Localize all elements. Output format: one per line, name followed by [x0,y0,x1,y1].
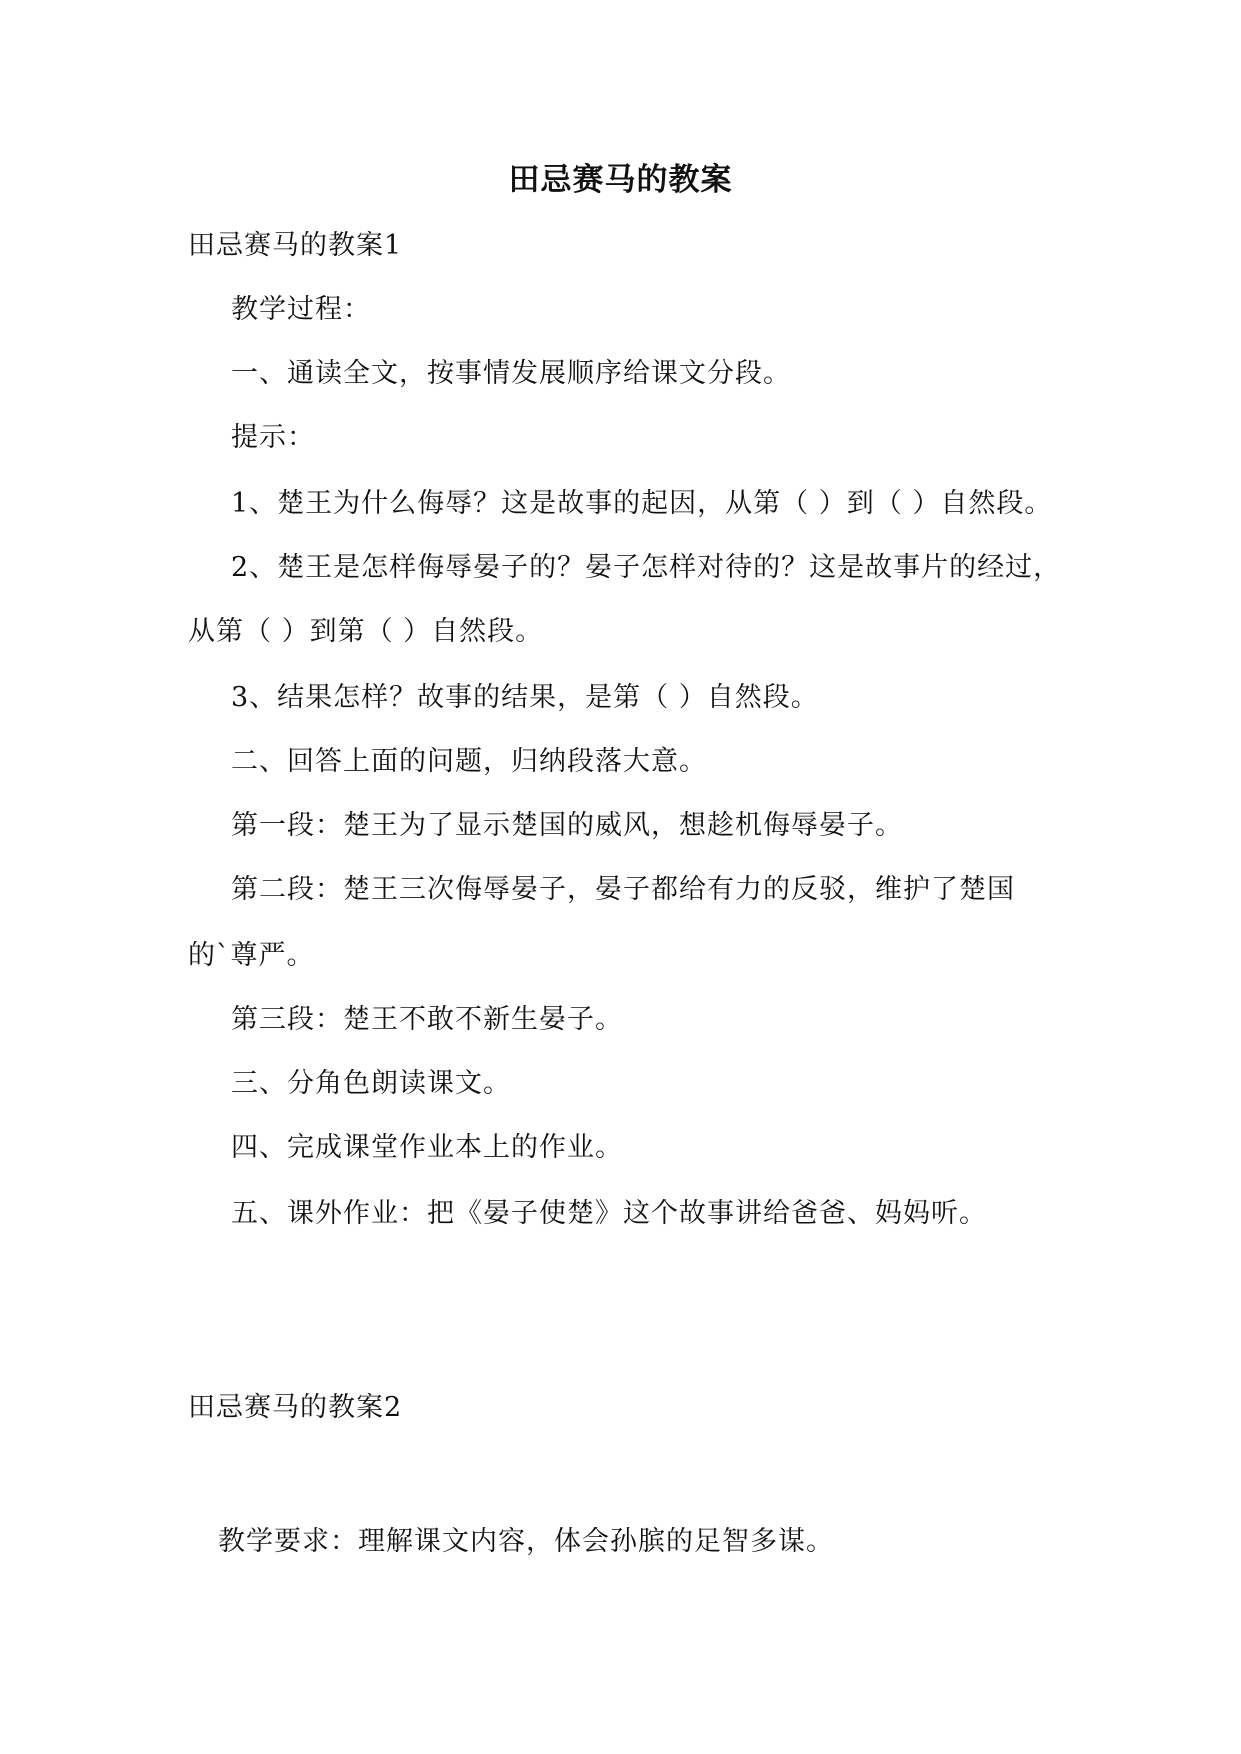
paragraph-line: 二、回答上面的问题，归纳段落大意。 [231,746,707,777]
document-title: 田忌赛马的教案 [508,162,733,198]
paragraph-line: 教学过程： [231,294,371,325]
paragraph-line: 从第（ ）到第（ ）自然段。 [188,616,544,647]
paragraph-line: 第二段：楚王三次侮辱晏子，晏子都给有力的反驳，维护了楚国 [231,874,1015,905]
paragraph-line: 四、完成课堂作业本上的作业。 [231,1132,623,1163]
paragraph-line: 三、分角色朗读课文。 [231,1068,511,1099]
paragraph-line: 一、通读全文，按事情发展顺序给课文分段。 [231,358,791,389]
paragraph-line: 提示： [231,422,315,453]
paragraph-line: 1、楚王为什么侮辱？这是故事的起因，从第（ ）到（ ）自然段。 [231,488,1053,519]
paragraph-line: 3、结果怎样？故事的结果，是第（ ）自然段。 [231,682,819,713]
paragraph-line: 五、课外作业：把《晏子使楚》这个故事讲给爸爸、妈妈听。 [231,1198,987,1229]
section-heading-1: 田忌赛马的教案1 [188,230,403,261]
paragraph-line: 第三段：楚王不敢不新生晏子。 [231,1004,623,1035]
paragraph-line: 的`尊严。 [188,940,315,971]
section-heading-2: 田忌赛马的教案2 [188,1392,403,1423]
paragraph-line: 教学要求：理解课文内容，体会孙膑的足智多谋。 [218,1526,834,1557]
paragraph-line: 2、楚王是怎样侮辱晏子的？晏子怎样对待的？这是故事片的经过， [231,552,1062,583]
paragraph-line: 第一段：楚王为了显示楚国的威风，想趁机侮辱晏子。 [231,810,903,841]
